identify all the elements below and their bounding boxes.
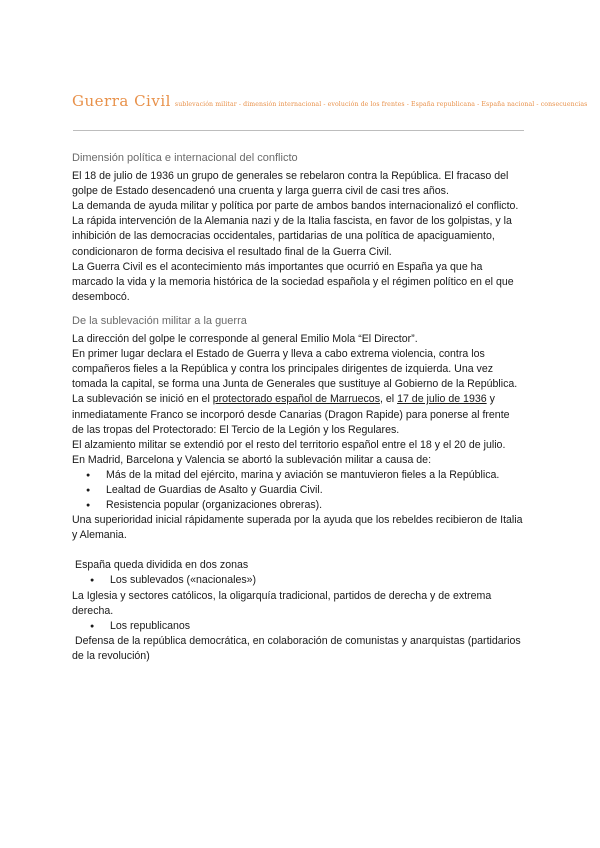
- paragraph: En Madrid, Barcelona y Valencia se abortó la sublevación militar a causa de:: [72, 453, 432, 466]
- text-span: y inmediatamente Franco se incorporó desde Canarias (Dragon Rapide) para ponerse al frente de las tropas del Protectorado: El Tercio de la Legión y los Regulares.: [72, 393, 510, 436]
- document-header: [72, 92, 588, 111]
- text-span: La sublevación se inició en el: [72, 393, 213, 406]
- paragraph: La Guerra Civil es el acontecimiento más importantes que ocurrió en España ya que ha marcado la vida y la memoria histórica de la sociedad española y el régimen político en el que desembocó.: [72, 260, 514, 303]
- zone-description: [72, 634, 524, 664]
- causes-list: [72, 468, 524, 513]
- paragraph: Una superioridad inicial rápidamente superada por la ayuda que los rebeldes recibieron de Italia y Alemania.: [72, 514, 523, 542]
- paragraph: En primer lugar declara el Estado de Guerra y lleva a cabo extrema violencia, contra los compañeros fieles a la República y contra los principales dirigentes de izquierda. Una vez tomada la capital, se forma una Junta de Generales que sustituye al Gobierno de la República.: [72, 348, 518, 391]
- paragraph: La dirección del golpe le corresponde al general Emilio Mola “El Director”.: [72, 333, 418, 346]
- link-fecha[interactable]: 17 de julio de 1936: [397, 393, 487, 406]
- paragraph: El alzamiento militar se extendió por el resto del territorio español entre el 18 y el 20 de julio.: [72, 438, 506, 451]
- paragraph-with-links: [72, 392, 524, 437]
- list-item: ● Resistencia popular (organizaciones obreras).: [72, 498, 524, 513]
- section-heading-sublevacion: De la sublevación militar a la guerra: [72, 314, 247, 327]
- zone-description: La Iglesia y sectores católicos, la oligarquía tradicional, partidos de derecha y de extrema derecha.: [72, 589, 492, 617]
- zone-item-sublevados: ● Los sublevados («nacionales»): [72, 573, 524, 588]
- zones-intro: España queda dividida en dos zonas: [75, 559, 249, 572]
- zone-item-republicanos: ● Los republicanos: [72, 619, 524, 634]
- list-item: ● Lealtad de Guardias de Asalto y Guardia Civil.: [72, 483, 524, 498]
- document-body: [72, 151, 524, 664]
- document-subtitle: sublevación militar - dimensión internacional - evolución de los frentes - España republicana - España nacional - consecuencias: [174, 101, 588, 108]
- document-title: Guerra Civil: [72, 92, 171, 110]
- text-span: Defensa de la república democrática, en colaboración de comunistas y anarquistas (partidarios de la revolución): [72, 634, 521, 662]
- list-item: ● Más de la mitad del ejército, marina y aviación se mantuvieron fieles a la República.: [72, 468, 524, 483]
- spacer: [72, 543, 524, 558]
- paragraph: El 18 de julio de 1936 un grupo de generales se rebelaron contra la República. El fracaso del golpe de Estado desencadenó una cruenta y larga guerra civil de casi tres años.: [72, 170, 509, 198]
- paragraph: La demanda de ayuda militar y política por parte de ambos bandos internacionalizó el conflicto.: [72, 200, 519, 213]
- link-protectorado[interactable]: protectorado español de Marruecos: [212, 393, 380, 406]
- text-span: , el: [380, 393, 398, 406]
- paragraph: La rápida intervención de la Alemania nazi y de la Italia fascista, en favor de los golpistas, y la inhibición de las democracias occidentales, partidarias de una política de apaciguamiento, condicionaron de forma decisiva el resultado final de la Guerra Civil.: [72, 215, 512, 258]
- header-divider: [73, 130, 524, 131]
- section-heading-dimension: Dimensión política e internacional del conflicto: [72, 152, 298, 164]
